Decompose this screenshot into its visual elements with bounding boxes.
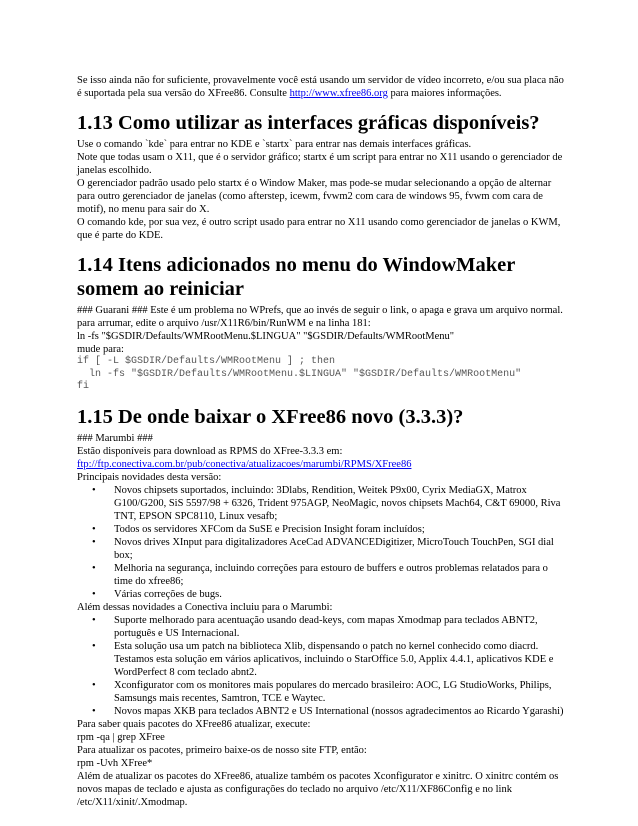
- bullet-icon: •: [92, 588, 96, 600]
- tail-line-2: rpm -qa | grep XFree: [77, 731, 165, 743]
- list-item: • Xconfigurator com os monitores mais populares do mercado brasileiro: AOC, LG StudioWorks, Philips, Samsungs mais recentes, Samtron, TCE e Waytec.: [92, 679, 552, 704]
- list-item: • Novos mapas XKB para teclados ABNT2 e US International (nossos agradecimentos ao Ricardo Ygarashi): [92, 705, 564, 717]
- s114-line-1: ### Guarani ### Este é um problema no WPrefs, que ao invés de seguir o link, o apaga e grava um arquivo normal.: [77, 305, 563, 316]
- tail-line-1: Para saber quais pacotes do XFree86 atualizar, execute:: [77, 718, 311, 730]
- s113-line-3: O gerenciador padrão usado pelo startx é o Window Maker, mas pode-se mudar selecionando a opção de alternar para outro gerenciador de janelas (como afterstep, icewm, fvwm2 com cara de windows 95, fvwm com cara de motif), no menu para sair do X.: [77, 178, 552, 215]
- s114-line-2: para arrumar, edite o arquivo /usr/X11R6/bin/RunWM e na linha 181:: [77, 318, 371, 329]
- s115-avail: Estão disponíveis para download as RPMS do XFree-3.3.3 em:: [77, 445, 343, 457]
- section-1-15-heading: 1.15 De onde baixar o XFree86 novo (3.3.3)?: [77, 405, 464, 428]
- bullet-icon: •: [92, 536, 96, 548]
- s114-line-4: mude para:: [77, 344, 124, 355]
- conectiva-heading: Além dessas novidades a Conectiva incluiu para o Marumbi:: [77, 601, 333, 613]
- bullet-icon: •: [92, 523, 96, 535]
- s115-ftp-line: [77, 458, 567, 471]
- bullet-icon: •: [92, 705, 96, 717]
- tail-line-4: rpm -Uvh XFree*: [77, 757, 153, 769]
- list-item: • Suporte melhorado para acentuação usando dead-keys, com mapas Xmodmap para teclados ABNT2, português e US Internacional.: [92, 614, 538, 639]
- code-line-3: fi: [77, 381, 90, 392]
- news-list: [77, 484, 567, 601]
- bullet-icon: •: [92, 614, 96, 626]
- s115-marker: ### Marumbi ###: [77, 432, 153, 444]
- section-1-13-heading: 1.13 Como utilizar as interfaces gráficas disponíveis?: [77, 112, 540, 134]
- list-item: • Esta solução usa um patch na biblioteca Xlib, dispensando o patch no kernel conhecido como diacrd. Testamos esta solução em vários aplicativos, incluindo o StarOffice 5.0, Applix 4.4.1, aplicativos KDE e WordPerfect 8 com teclado abnt2.: [92, 640, 554, 678]
- s114-line-3: ln -fs "$GSDIR/Defaults/WMRootMenu.$LINGUA" "$GSDIR/Defaults/WMRootMenu": [77, 331, 455, 342]
- tail-line-3: Para atualizar os pacotes, primeiro baixe-os de nosso site FTP, então:: [77, 744, 367, 756]
- list-item: • Novos drives XInput para digitalizadores AceCad ADVANCEDigitizer, MicroTouch TouchPen, SGI dial box;: [92, 536, 554, 561]
- bullet-icon: •: [92, 679, 96, 691]
- list-item: • Novos chipsets suportados, incluindo: 3Dlabs, Rendition, Weitek P9x00, Cyrix MediaGX, Matrox G100/G200, SiS 5597/98 + 6326, Trident 975AGP, NeoMagic, novos chipsets Mach64, C&T 69000, Riva TNT, EPSON SPC8110, Linux vesafb;: [92, 484, 561, 522]
- document-page: [77, 74, 567, 809]
- bullet-icon: •: [92, 640, 96, 652]
- s113-line-2: Note que todas usam o X11, que é o servidor gráfico; startx é um script para entrar no X11 usando o gerenciador de janelas escolhido.: [77, 152, 563, 176]
- code-line-2: ln -fs "$GSDIR/Defaults/WMRootMenu.$LINGUA" "$GSDIR/Defaults/WMRootMenu": [77, 368, 522, 380]
- section-1-14-heading: 1.14 Itens adicionados no menu do WindowMaker somem ao reiniciar: [77, 254, 515, 300]
- list-item: • Melhoria na segurança, incluindo correções para estouro de buffers e outros problemas relatados para o time do xfree86;: [92, 562, 548, 587]
- list-item: • Várias correções de bugs.: [92, 588, 222, 600]
- ftp-link[interactable]: ftp://ftp.conectiva.com.br/pub/conectiva/atualizacoes/marumbi/RPMS/XFree86: [77, 458, 412, 470]
- news-heading: Principais novidades desta versão:: [77, 471, 222, 483]
- s113-line-1: Use o comando `kde` para entrar no KDE e `startx` para entrar nas demais interfaces gráficas.: [77, 139, 472, 150]
- xfree86-link[interactable]: http://www.xfree86.org: [289, 88, 388, 99]
- intro-paragraph: Se isso ainda não for suficiente, provavelmente você está usando um servidor de vídeo incorreto, e/ou sua placa não é suportada pela sua versão do XFree86. Consulte http://www.xfree86.org para maiores informações.: [77, 75, 564, 99]
- code-line-1: if [ -L $GSDIR/Defaults/WMRootMenu ] ; then: [77, 356, 336, 367]
- list-item: • Todos os servidores XFCom da SuSE e Precision Insight foram incluídos;: [92, 523, 425, 535]
- bullet-icon: •: [92, 562, 96, 574]
- bullet-icon: •: [92, 484, 96, 496]
- tail-line-5: Além de atualizar os pacotes do XFree86, atualize também os pacotes Xconfigurator e xinitrc. O xinitrc contém os novos mapas de teclado e ajusta as configurações do teclado no arquivo /etc/X11/XF86Config e no link /etc/X11/xinit/.Xmodmap.: [77, 770, 559, 808]
- s113-line-4: O comando kde, por sua vez, é outro script usado para entrar no X11 usando como gerenciador de janelas o KWM, que é parte do KDE.: [77, 217, 561, 241]
- conectiva-list: [77, 614, 567, 718]
